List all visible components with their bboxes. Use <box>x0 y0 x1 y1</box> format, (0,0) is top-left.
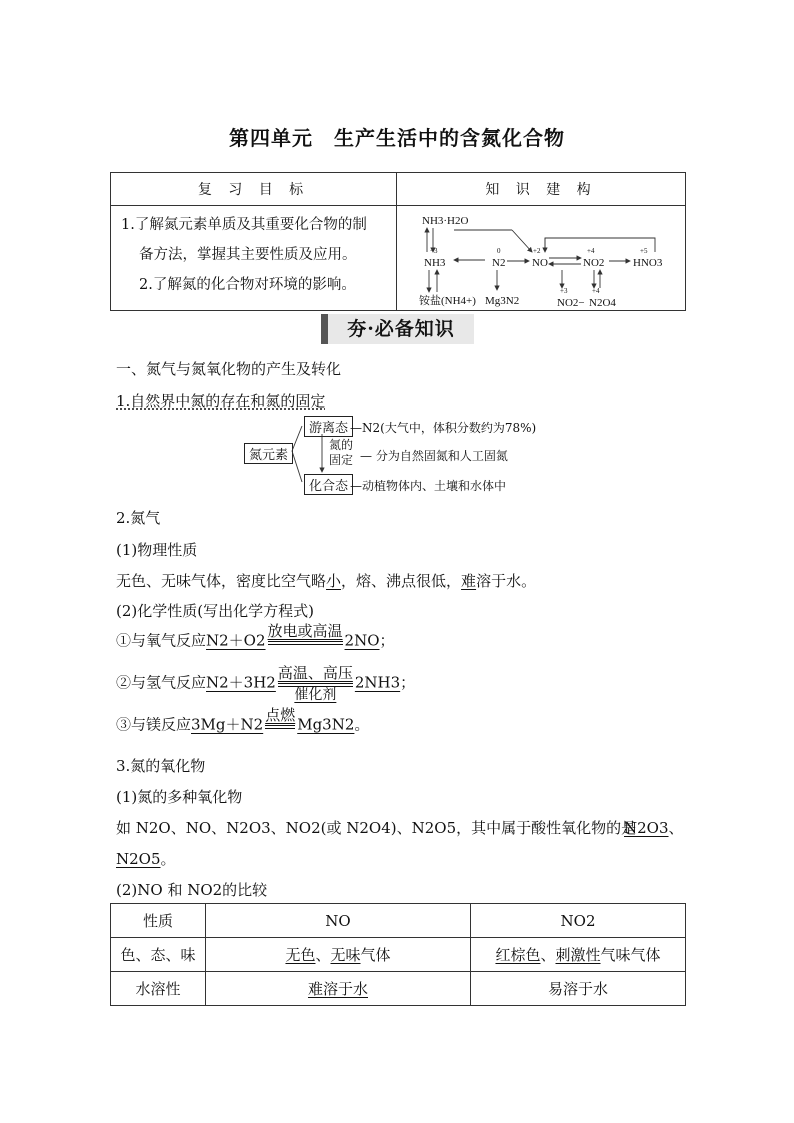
sub-heading-1: 1.自然界中氮的存在和氮的固定 <box>116 392 326 410</box>
goals-cell <box>111 206 397 311</box>
reaction-2 <box>116 664 415 703</box>
dg-no: NO <box>532 257 548 269</box>
cell-no2-appearance <box>471 938 686 972</box>
phys-answer-small: 小 <box>326 572 342 590</box>
no-sep: 、 <box>315 946 331 964</box>
r1-end: ； <box>379 631 395 650</box>
cell-no-solubility <box>206 972 471 1006</box>
cell-solubility-label: 水溶性 <box>111 972 206 1006</box>
goal-1b: 备方法，掌握其主要性质及应用。 <box>139 247 357 263</box>
no2-color: 红棕色 <box>495 946 541 964</box>
goals-header: 复 习 目 标 <box>111 173 397 206</box>
r1-label: ①与氧气反应 <box>116 631 207 650</box>
ox-0: 0 <box>497 247 501 255</box>
oxides-title: (1)氮的多种氧化物 <box>116 788 243 806</box>
oxides-answer-2: N2O5 <box>116 850 161 868</box>
r1-rhs: 2NO <box>344 631 380 650</box>
r3-end: 。 <box>354 715 370 734</box>
oxides-text: 如 N2O、NO、N2O3、NO2(或 N2O4)、N2O5，其中属于酸性氧化物的是 <box>116 819 637 837</box>
reaction-1 <box>116 622 395 661</box>
oxides-end: 。 <box>160 850 176 868</box>
free-state-box: 游离态 <box>304 416 353 437</box>
combined-state-box: 化合态 <box>304 474 353 495</box>
r2-rhs: 2NH3 <box>354 673 401 692</box>
fixation-label-2: 固定 <box>329 453 354 467</box>
page-title: 第四单元 生产生活中的含氮化合物 <box>229 126 565 150</box>
ox-m3: −3 <box>430 247 438 255</box>
dg-no2: NO2 <box>583 257 605 269</box>
free-desc: —N2(大气中，体积分数约为78%) <box>350 421 537 435</box>
r2-cond-top: 高温、高压 <box>277 664 353 682</box>
r3-rhs: Mg3N2 <box>297 715 355 734</box>
th-no: NO <box>206 904 471 938</box>
phys-title: (1)物理性质 <box>116 541 198 559</box>
dg-hno3: HNO3 <box>633 257 663 269</box>
arrow-nh3-no <box>512 230 532 252</box>
section-1-heading: 一、氮气与氮氧化物的产生及转化 <box>116 360 342 378</box>
nitrogen-diagram <box>397 206 685 310</box>
no-odorless: 无味 <box>330 946 361 964</box>
dg-mg3n2: Mg3N2 <box>485 295 520 307</box>
dg-n2: N2 <box>492 257 506 269</box>
no2-gas: 气味气体 <box>600 946 661 964</box>
oxides-answer-1-wrap <box>624 817 684 838</box>
compare-title: (2)NO 和 NO2的比较 <box>116 881 268 899</box>
goal-1a: 1.了解氮元素单质及其重要化合物的制 <box>121 217 367 233</box>
fix-desc: — 分为自然固氮和人工固氮 <box>360 449 508 463</box>
table-row <box>111 904 686 938</box>
dg-nh3h2o: NH3·H2O <box>422 215 469 227</box>
r1-cond-text: 放电或高温 <box>267 622 343 640</box>
th-property: 性质 <box>111 904 206 938</box>
chem-title: (2)化学性质(写出化学方程式) <box>116 602 314 620</box>
cell-no2-solubility: 易溶于水 <box>471 972 686 1006</box>
no2-sep: 、 <box>540 946 556 964</box>
phys-text-c: 溶于水。 <box>476 572 537 590</box>
no-solubility: 难溶于水 <box>307 980 368 998</box>
goal-2: 2.了解氮的化合物对环境的影响。 <box>139 277 356 293</box>
sub-heading-2: 2.氮气 <box>116 509 161 527</box>
r1-condition <box>268 622 343 661</box>
r2-condition <box>278 664 353 703</box>
ox-p4: +4 <box>587 247 595 255</box>
reaction-3 <box>116 706 369 745</box>
ox-p3: +3 <box>560 287 568 295</box>
structure-header: 知 识 建 构 <box>397 173 686 206</box>
structure-cell <box>397 206 686 311</box>
r3-label: ③与镁反应 <box>116 715 192 734</box>
cell-appearance-label: 色、态、味 <box>111 938 206 972</box>
review-table <box>110 172 686 311</box>
dg-ammonium: 铵盐(NH4+) <box>419 295 476 307</box>
table-row <box>111 972 686 1006</box>
cell-no-appearance <box>206 938 471 972</box>
r2-cond-bot: 催化剂 <box>294 687 337 703</box>
phys-text-b: ，熔、沸点很低， <box>341 572 462 590</box>
compare-table <box>110 903 686 1006</box>
r3-cond-text: 点燃 <box>265 706 296 724</box>
fixation-label-1: 氮的 <box>329 438 354 452</box>
oxides-answer-1: N2O3 <box>624 819 669 837</box>
ox-p5: +5 <box>640 247 648 255</box>
ox-p4b: +4 <box>592 287 600 295</box>
ox-p2: +2 <box>533 247 541 255</box>
section-banner: 夯·必备知识 <box>321 314 474 344</box>
nature-diagram <box>244 414 574 494</box>
r2-end: ； <box>400 673 416 692</box>
dg-n2o4: N2O4 <box>589 297 616 309</box>
oxides-answer-2-wrap <box>116 848 176 869</box>
r2-label: ②与氢气反应 <box>116 673 207 692</box>
dg-no2minus: NO2− <box>557 297 585 309</box>
r2-lhs: N2＋3H2 <box>206 673 276 692</box>
dg-nh3: NH3 <box>424 257 446 269</box>
element-box: 氮元素 <box>244 443 293 464</box>
sub-heading-3: 3.氮的氧化物 <box>116 757 206 775</box>
line-hno3-no <box>545 238 655 252</box>
phys-text <box>116 570 536 591</box>
table-row <box>111 938 686 972</box>
r3-lhs: 3Mg＋N2 <box>191 715 264 734</box>
phys-answer-insoluble: 难 <box>461 572 477 590</box>
no-gas: 气体 <box>360 946 391 964</box>
no2-odor: 刺激性 <box>555 946 601 964</box>
th-no2: NO2 <box>471 904 686 938</box>
oxides-sep: 、 <box>668 819 684 837</box>
no-colorless: 无色 <box>285 946 316 964</box>
r3-condition <box>265 706 295 745</box>
phys-text-a: 无色、无味气体，密度比空气略 <box>116 572 327 590</box>
r1-lhs: N2＋O2 <box>206 631 266 650</box>
combined-desc: —动植物体内、土壤和水体中 <box>350 479 507 493</box>
